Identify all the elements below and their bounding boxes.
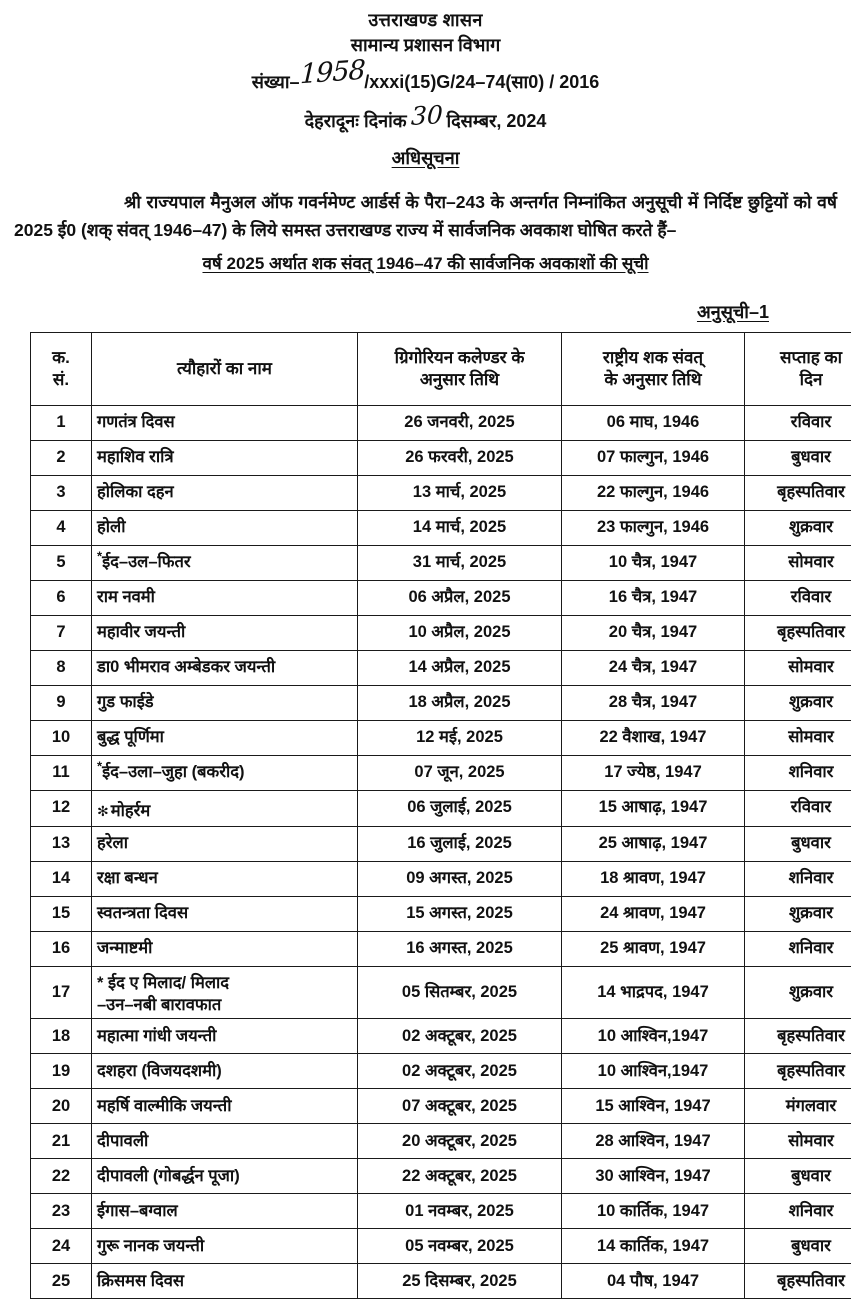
- cell-saka-date: 28 चैत्र, 1947: [562, 685, 745, 720]
- asterisk-icon: ✻: [97, 803, 109, 819]
- cell-weekday: बृहस्पतिवार: [745, 1054, 851, 1089]
- cell-serial-number: 10: [31, 720, 92, 755]
- column-header-gregorian-line2: अनुसार तिथि: [364, 369, 555, 391]
- cell-festival-name: [92, 720, 358, 755]
- table-row: [31, 1194, 851, 1229]
- festival-name-text: डा0 भीमराव अम्बेडकर जयन्ती: [97, 658, 275, 676]
- cell-serial-number: 8: [31, 650, 92, 685]
- table-row: [31, 826, 851, 861]
- column-header-saka-line1: राष्ट्रीय शक संवत्: [568, 347, 738, 369]
- holiday-table: [30, 332, 851, 1299]
- cell-gregorian-date: 05 नवम्बर, 2025: [358, 1229, 562, 1264]
- table-row: [31, 1229, 851, 1264]
- festival-name-text: बुद्ध पूर्णिमा: [97, 728, 164, 746]
- column-header-weekday-line1: सप्ताह का: [751, 347, 851, 369]
- cell-saka-date: 14 कार्तिक, 1947: [562, 1229, 745, 1264]
- holiday-table-body: [31, 405, 851, 1299]
- festival-name-text: दीपावली (गोबर्द्धन पूजा): [97, 1167, 240, 1185]
- festival-name-text: * ईद ए मिलाद/ मिलाद: [97, 974, 229, 992]
- table-row: [31, 1054, 851, 1089]
- paragraph-text: श्री राज्यपाल मैनुअल ऑफ गवर्नमेण्ट आर्डर्स के पैरा–243 के अन्तर्गत निम्नांकित अनुसूची में निर्दिष्ट छुट्टियों को वर्ष 2025 ई0 (शक् संवत् 1946–47) के लिये समस्त उत्तराखण्ड राज्य में सार्वजनिक अवकाश घोषित करते हैं–: [14, 192, 837, 240]
- cell-festival-name: [92, 826, 358, 861]
- cell-gregorian-date: 26 जनवरी, 2025: [358, 405, 562, 440]
- table-row: [31, 1159, 851, 1194]
- cell-serial-number: 20: [31, 1089, 92, 1124]
- table-row: [31, 1124, 851, 1159]
- cell-weekday: बृहस्पतिवार: [745, 475, 851, 510]
- notification-title: अधिसूचना: [0, 146, 851, 170]
- cell-saka-date: 24 चैत्र, 1947: [562, 650, 745, 685]
- table-row: [31, 650, 851, 685]
- cell-saka-date: 16 चैत्र, 1947: [562, 580, 745, 615]
- table-row: [31, 966, 851, 1019]
- cell-weekday: शनिवार: [745, 755, 851, 790]
- cell-weekday: बुधवार: [745, 1229, 851, 1264]
- festival-name-text: ईद–उल–फितर: [102, 553, 191, 571]
- festival-name-text: महात्मा गांधी जयन्ती: [97, 1027, 216, 1045]
- holiday-list-title: [0, 251, 851, 274]
- festival-name-text: गणतंत्र दिवस: [97, 413, 175, 431]
- cell-saka-date: 25 श्रावण, 1947: [562, 931, 745, 966]
- festival-name-text: मोहर्रम: [111, 802, 151, 820]
- column-header-gregorian-line1: ग्रिगोरियन कलेण्डर के: [364, 347, 555, 369]
- cell-weekday: बृहस्पतिवार: [745, 615, 851, 650]
- column-header-gregorian-date: [358, 332, 562, 405]
- cell-weekday: शुक्रवार: [745, 685, 851, 720]
- cell-saka-date: 28 आश्विन, 1947: [562, 1124, 745, 1159]
- cell-festival-name: [92, 1159, 358, 1194]
- cell-saka-date: 23 फाल्गुन, 1946: [562, 510, 745, 545]
- column-header-serial-line1: क.: [37, 347, 85, 369]
- festival-name-text-line2: –उन–नबी बारावफात: [97, 995, 352, 1016]
- cell-weekday: रविवार: [745, 405, 851, 440]
- cell-festival-name: [92, 475, 358, 510]
- cell-serial-number: 2: [31, 440, 92, 475]
- cell-festival-name: [92, 896, 358, 931]
- cell-serial-number: 6: [31, 580, 92, 615]
- festival-name-text: गुरू नानक जयन्ती: [97, 1237, 204, 1255]
- cell-gregorian-date: 14 अप्रैल, 2025: [358, 650, 562, 685]
- cell-weekday: शनिवार: [745, 861, 851, 896]
- asterisk-icon: *: [97, 548, 102, 563]
- cell-festival-name: [92, 1089, 358, 1124]
- festival-name-text: ईगास–बग्वाल: [97, 1202, 178, 1220]
- cell-serial-number: 17: [31, 966, 92, 1019]
- cell-serial-number: 9: [31, 685, 92, 720]
- cell-saka-date: 07 फाल्गुन, 1946: [562, 440, 745, 475]
- cell-gregorian-date: 06 अप्रैल, 2025: [358, 580, 562, 615]
- cell-gregorian-date: 13 मार्च, 2025: [358, 475, 562, 510]
- cell-gregorian-date: 01 नवम्बर, 2025: [358, 1194, 562, 1229]
- cell-gregorian-date: 14 मार्च, 2025: [358, 510, 562, 545]
- table-row: [31, 475, 851, 510]
- cell-serial-number: 12: [31, 790, 92, 826]
- cell-weekday: बुधवार: [745, 440, 851, 475]
- cell-festival-name: [92, 861, 358, 896]
- document-header: [0, 0, 851, 170]
- cell-serial-number: 18: [31, 1019, 92, 1054]
- cell-festival-name: [92, 405, 358, 440]
- cell-gregorian-date: 31 मार्च, 2025: [358, 545, 562, 580]
- cell-festival-name: [92, 615, 358, 650]
- table-row: [31, 545, 851, 580]
- date-label: दिनांक: [364, 111, 407, 131]
- table-row: [31, 1089, 851, 1124]
- cell-weekday: सोमवार: [745, 1124, 851, 1159]
- notification-body-paragraph: [14, 188, 837, 245]
- cell-saka-date: 10 कार्तिक, 1947: [562, 1194, 745, 1229]
- cell-gregorian-date: 26 फरवरी, 2025: [358, 440, 562, 475]
- cell-weekday: बृहस्पतिवार: [745, 1019, 851, 1054]
- festival-name-text: स्वतन्त्रता दिवस: [97, 904, 188, 922]
- cell-weekday: बुधवार: [745, 1159, 851, 1194]
- table-row: [31, 510, 851, 545]
- table-row: [31, 790, 851, 826]
- festival-name-text: महावीर जयन्ती: [97, 623, 185, 641]
- cell-serial-number: 15: [31, 896, 92, 931]
- cell-gregorian-date: 07 अक्टूबर, 2025: [358, 1089, 562, 1124]
- cell-festival-name: [92, 685, 358, 720]
- cell-saka-date: 30 आश्विन, 1947: [562, 1159, 745, 1194]
- cell-saka-date: 22 फाल्गुन, 1946: [562, 475, 745, 510]
- cell-serial-number: 19: [31, 1054, 92, 1089]
- column-header-serial: [31, 332, 92, 405]
- cell-gregorian-date: 09 अगस्त, 2025: [358, 861, 562, 896]
- cell-saka-date: 15 आश्विन, 1947: [562, 1089, 745, 1124]
- cell-festival-name: [92, 931, 358, 966]
- column-header-serial-line2: सं.: [37, 369, 85, 391]
- cell-weekday: बृहस्पतिवार: [745, 1264, 851, 1299]
- asterisk-icon: *: [97, 758, 102, 773]
- cell-gregorian-date: 02 अक्टूबर, 2025: [358, 1019, 562, 1054]
- column-header-saka-date: [562, 332, 745, 405]
- table-row: [31, 405, 851, 440]
- cell-gregorian-date: 16 अगस्त, 2025: [358, 931, 562, 966]
- cell-serial-number: 3: [31, 475, 92, 510]
- cell-serial-number: 1: [31, 405, 92, 440]
- cell-serial-number: 23: [31, 1194, 92, 1229]
- holiday-table-head: [31, 332, 851, 405]
- order-number-line: [0, 61, 851, 99]
- cell-saka-date: 17 ज्येष्ठ, 1947: [562, 755, 745, 790]
- cell-serial-number: 16: [31, 931, 92, 966]
- cell-serial-number: 14: [31, 861, 92, 896]
- cell-serial-number: 21: [31, 1124, 92, 1159]
- cell-gregorian-date: 16 जुलाई, 2025: [358, 826, 562, 861]
- cell-gregorian-date: 15 अगस्त, 2025: [358, 896, 562, 931]
- festival-name-text: होली: [97, 518, 126, 536]
- date-rest: दिसम्बर, 2024: [446, 111, 546, 131]
- table-row: [31, 896, 851, 931]
- cell-saka-date: 24 श्रावण, 1947: [562, 896, 745, 931]
- festival-name-text: ईद–उला–जुहा (बकरीद): [102, 763, 244, 781]
- table-header-row: [31, 332, 851, 405]
- cell-serial-number: 4: [31, 510, 92, 545]
- place-date-line: [0, 100, 851, 138]
- cell-weekday: सोमवार: [745, 650, 851, 685]
- cell-weekday: शनिवार: [745, 1194, 851, 1229]
- table-row: [31, 931, 851, 966]
- cell-saka-date: 25 आषाढ़, 1947: [562, 826, 745, 861]
- cell-festival-name: [92, 650, 358, 685]
- date-handwritten: 30: [406, 96, 447, 136]
- cell-gregorian-date: 02 अक्टूबर, 2025: [358, 1054, 562, 1089]
- cell-weekday: रविवार: [745, 790, 851, 826]
- cell-festival-name: [92, 755, 358, 790]
- holiday-list-title-text: वर्ष 2025 अर्थात शक संवत् 1946–47 की सार्वजनिक अवकाशों की सूची: [202, 254, 648, 273]
- cell-saka-date: 04 पौष, 1947: [562, 1264, 745, 1299]
- cell-serial-number: 24: [31, 1229, 92, 1264]
- cell-festival-name: [92, 510, 358, 545]
- department-name: सामान्य प्रशासन विभाग: [0, 33, 851, 57]
- holiday-table-container: [30, 332, 821, 1299]
- cell-festival-name: [92, 1264, 358, 1299]
- cell-weekday: सोमवार: [745, 720, 851, 755]
- cell-saka-date: 06 माघ, 1946: [562, 405, 745, 440]
- cell-saka-date: 10 आश्विन,1947: [562, 1019, 745, 1054]
- table-row: [31, 861, 851, 896]
- column-header-festival-name: त्यौहारों का नाम: [92, 332, 358, 405]
- cell-gregorian-date: 06 जुलाई, 2025: [358, 790, 562, 826]
- cell-gregorian-date: 07 जून, 2025: [358, 755, 562, 790]
- table-row: [31, 580, 851, 615]
- cell-gregorian-date: 18 अप्रैल, 2025: [358, 685, 562, 720]
- festival-name-text: गुड फाईडे: [97, 693, 154, 711]
- cell-saka-date: 10 चैत्र, 1947: [562, 545, 745, 580]
- cell-festival-name: [92, 1194, 358, 1229]
- cell-festival-name: [92, 966, 358, 1019]
- cell-saka-date: 22 वैशाख, 1947: [562, 720, 745, 755]
- place-name: देहरादूनः: [305, 111, 359, 131]
- cell-saka-date: 10 आश्विन,1947: [562, 1054, 745, 1089]
- cell-weekday: रविवार: [745, 580, 851, 615]
- order-number-handwritten: 1958: [299, 51, 365, 93]
- cell-gregorian-date: 22 अक्टूबर, 2025: [358, 1159, 562, 1194]
- cell-serial-number: 25: [31, 1264, 92, 1299]
- festival-name-text: हरेला: [97, 834, 128, 852]
- cell-gregorian-date: 12 मई, 2025: [358, 720, 562, 755]
- order-number-prefix: संख्या–: [252, 72, 300, 92]
- cell-festival-name: [92, 440, 358, 475]
- cell-weekday: शुक्रवार: [745, 966, 851, 1019]
- cell-saka-date: 15 आषाढ़, 1947: [562, 790, 745, 826]
- annexure-label: अनुसूची–1: [697, 302, 769, 322]
- cell-serial-number: 5: [31, 545, 92, 580]
- festival-name-text: जन्माष्टमी: [97, 939, 152, 957]
- table-row: [31, 440, 851, 475]
- cell-weekday: मंगलवार: [745, 1089, 851, 1124]
- festival-name-text: दशहरा (विजयदशमी): [97, 1062, 222, 1080]
- cell-weekday: बुधवार: [745, 826, 851, 861]
- festival-name-text: होलिका दहन: [97, 483, 174, 501]
- cell-serial-number: 7: [31, 615, 92, 650]
- cell-saka-date: 20 चैत्र, 1947: [562, 615, 745, 650]
- table-row: [31, 1264, 851, 1299]
- cell-festival-name: [92, 1124, 358, 1159]
- cell-saka-date: 14 भाद्रपद, 1947: [562, 966, 745, 1019]
- cell-gregorian-date: 25 दिसम्बर, 2025: [358, 1264, 562, 1299]
- festival-name-text: महाशिव रात्रि: [97, 448, 174, 466]
- festival-name-text: राम नवमी: [97, 588, 155, 606]
- cell-festival-name: [92, 1229, 358, 1264]
- cell-festival-name: [92, 580, 358, 615]
- cell-festival-name: [92, 790, 358, 826]
- cell-weekday: शुक्रवार: [745, 510, 851, 545]
- table-row: [31, 720, 851, 755]
- cell-saka-date: 18 श्रावण, 1947: [562, 861, 745, 896]
- table-row: [31, 685, 851, 720]
- cell-festival-name: [92, 1019, 358, 1054]
- cell-weekday: शुक्रवार: [745, 896, 851, 931]
- cell-festival-name: [92, 1054, 358, 1089]
- festival-name-text: महर्षि वाल्मीकि जयन्ती: [97, 1097, 231, 1115]
- cell-festival-name: [92, 545, 358, 580]
- festival-name-text: रक्षा बन्धन: [97, 869, 158, 887]
- table-row: [31, 1019, 851, 1054]
- cell-serial-number: 11: [31, 755, 92, 790]
- festival-name-text: दीपावली: [97, 1132, 148, 1150]
- festival-name-text: क्रिसमस दिवस: [97, 1272, 184, 1290]
- government-name: उत्तराखण्ड शासन: [0, 8, 851, 32]
- order-number-suffix: /xxxi(15)G/24–74(सा0) / 2016: [364, 72, 599, 92]
- table-row: [31, 755, 851, 790]
- annexure-label-container: [0, 300, 851, 324]
- column-header-weekday: [745, 332, 851, 405]
- table-row: [31, 615, 851, 650]
- cell-gregorian-date: 05 सितम्बर, 2025: [358, 966, 562, 1019]
- cell-serial-number: 22: [31, 1159, 92, 1194]
- cell-weekday: शनिवार: [745, 931, 851, 966]
- column-header-saka-line2: के अनुसार तिथि: [568, 369, 738, 391]
- cell-gregorian-date: 10 अप्रैल, 2025: [358, 615, 562, 650]
- cell-gregorian-date: 20 अक्टूबर, 2025: [358, 1124, 562, 1159]
- column-header-weekday-line2: दिन: [751, 369, 851, 391]
- cell-weekday: सोमवार: [745, 545, 851, 580]
- cell-serial-number: 13: [31, 826, 92, 861]
